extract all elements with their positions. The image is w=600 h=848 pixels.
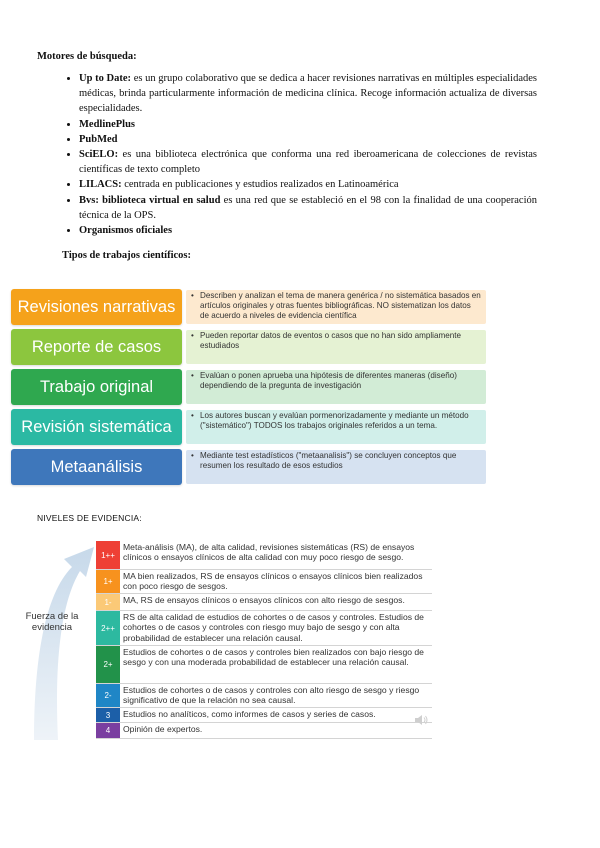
table-row [96,723,432,739]
fuerza-label: Fuerza de la evidencia [25,611,79,633]
table-row [96,570,432,594]
tipo-row [11,329,491,365]
bullet-icon: • [191,291,194,300]
evidence-level-badge: 1+ [96,570,120,593]
table-row [96,611,432,646]
table-row [96,594,432,611]
tipo-description: • Evalúan o ponen aprueba una hipótesis de diferentes maneras (diseño) dependiendo de la pregunta de investigación [186,370,486,404]
evidence-description: Estudios de cohortes o de casos y controles bien realizados con bajo riesgo de sesgo y con una moderada probabilidad de establecer una relación causal. [123,647,424,668]
tipo-label: Metaanálisis [11,449,182,485]
evidence-description: Opinión de expertos. [123,724,203,734]
list-item: • MedlinePlus [79,117,537,132]
tipo-label: Revisiones narrativas [11,289,182,325]
tipos-title: Tipos de trabajos científicos: [62,250,192,261]
table-row [96,708,432,723]
tipo-description: • Pueden reportar datos de eventos o casos que no han sido ampliamente estudiados [186,330,486,364]
evidence-level-badge: 2+ [96,646,120,683]
search-engines-list [55,71,537,238]
table-row [96,646,432,684]
evidence-description: MA, RS de ensayos clínicos o ensayos clínicos con alto riesgo de sesgos. [123,595,405,605]
table-row [96,684,432,708]
evidence-level-badge: 2- [96,684,120,707]
bullet-icon: • [191,331,194,340]
table-row [96,541,432,570]
evidence-level-badge: 3 [96,708,120,722]
motores-title: Motores de búsqueda: [37,51,137,62]
evidence-level-badge: 4 [96,723,120,738]
evidence-description: MA bien realizados, RS de ensayos clínicos o ensayos clínicos bien realizados con poco riesgo de sesgos. [123,571,423,592]
tipo-description: • Mediante test estadísticos ("metaanalisis") se concluyen conceptos que resumen los resultado de esos estudios [186,450,486,484]
tipo-label: Reporte de casos [11,329,182,365]
evidence-level-badge: 2++ [96,611,120,645]
bullet-icon: • [191,371,194,380]
tipo-row [11,449,491,485]
evidence-description: RS de alta calidad de estudios de cohortes o de casos y controles. Estudios de cohortes o de casos y controles con riesgo muy bajo de sesgo y con alta probabilidad de establecer una relación causal. [123,612,424,643]
list-item: • SciELO: es una biblioteca electrónica que conforma una red iberoamericana de colecciones de revistas científicas de texto completo [79,147,537,177]
tipo-row [11,289,491,325]
evidence-arrow-icon [20,545,96,740]
evidence-level-badge: 1++ [96,541,120,569]
list-item: • PubMed [79,132,537,147]
tipo-row [11,409,491,445]
tipo-description: • Describen y analizan el tema de manera genérica / no sistemática basados en artículos originales y otras fuentes bibliográficas. NO sistematizan los datos de acuerdo a niveles de evidencia científica [186,290,486,324]
list-item: • Organismos oficiales [79,223,537,238]
tipo-row [11,369,491,405]
list-item: • LILACS: centrada en publicaciones y estudios realizados en Latinoamérica [79,177,537,192]
evidence-description: Estudios no analíticos, como informes de casos y series de casos. [123,709,376,719]
evidence-description: Estudios de cohortes o de casos y controles con alto riesgo de sesgo y riesgo significativo de que la relación no sea causal. [123,685,420,706]
tipo-label: Revisión sistemática [11,409,182,445]
evidence-description: Meta-análisis (MA), de alta calidad, revisiones sistemáticas (RS) de ensayos clínicos o ensayos clínicos de alta calidad con muy poco riesgo de sesgo. [123,542,415,563]
evidence-level-badge: 1- [96,594,120,610]
bullet-icon: • [191,411,194,420]
list-item: • Up to Date: es un grupo colaborativo que se dedica a hacer revisiones narrativas en múltiples especialidades médicas, brinda particularmente información de medicina clínica. Recoge información actualiza de diversas especialidades. [79,71,537,117]
speaker-icon[interactable] [414,714,428,726]
tipo-label: Trabajo original [11,369,182,405]
bullet-icon: • [191,451,194,460]
list-item: • Bvs: biblioteca virtual en salud es una red que se estableció en el 98 con la finalidad de una cooperación técnica de la OPS. [79,193,537,223]
niveles-title: NIVELES DE EVIDENCIA: [37,513,142,523]
tipo-description: • Los autores buscan y evalúan pormenorizadamente y mediante un método ("sistemático") TODOS los trabajos originales referidos a un tema. [186,410,486,444]
